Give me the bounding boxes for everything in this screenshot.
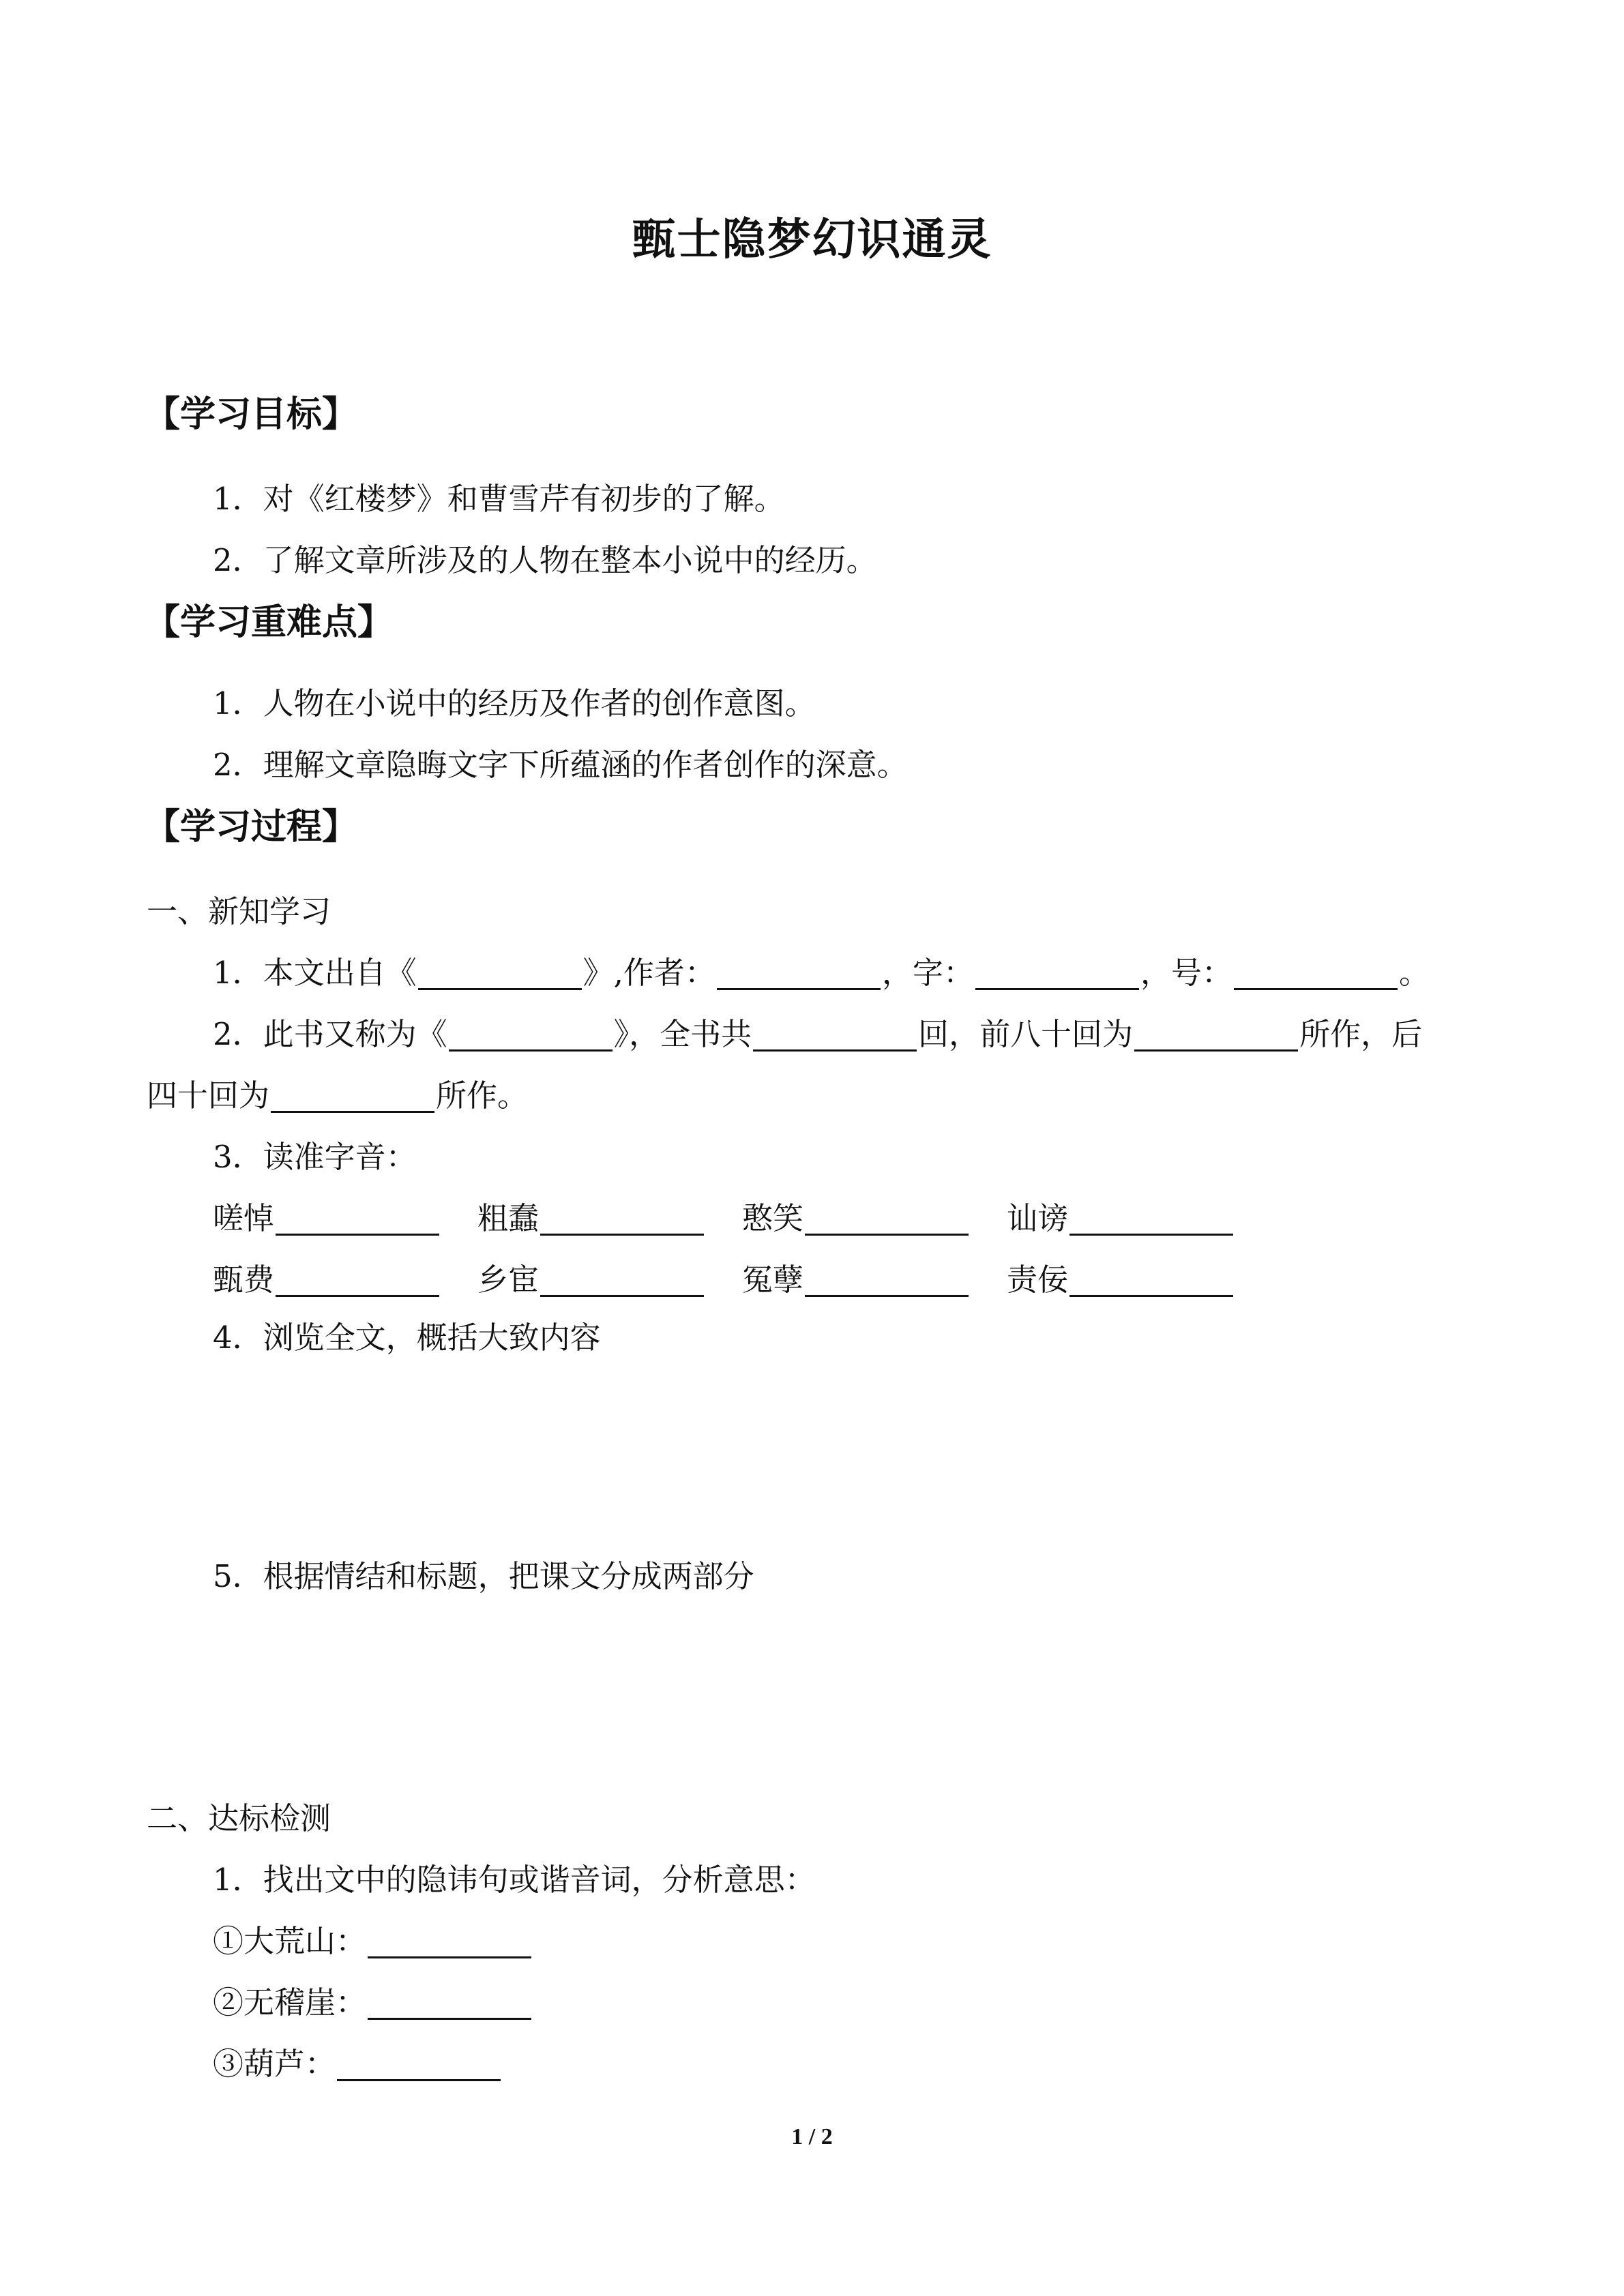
fill-blank[interactable] — [271, 1077, 434, 1113]
q1-text-c: ，字： — [881, 955, 974, 991]
part1-title: 一、新知学习 — [147, 893, 331, 929]
key-point-item-2: 2．理解文章隐晦文字下所蕴涵的作者创作的深意。 — [213, 747, 908, 783]
fill-blank[interactable] — [540, 1261, 704, 1297]
fill-blank[interactable] — [805, 1261, 969, 1297]
q1-text-e: 。 — [1398, 955, 1430, 991]
q1-text-b: 》,作者： — [582, 955, 715, 991]
pinyin-word: 粗蠢 — [477, 1193, 705, 1238]
pinyin-word: 嗟悼 — [213, 1193, 441, 1238]
q2-text-a: 2．此书又称为《 — [213, 1016, 447, 1052]
fill-blank[interactable] — [753, 1015, 917, 1052]
question-3: 3．读准字音： — [213, 1139, 417, 1175]
fill-blank[interactable] — [1069, 1199, 1233, 1236]
q1-text-a: 1．本文出自《 — [213, 955, 417, 991]
q2-text-c: 回，前八十回为 — [918, 1016, 1134, 1052]
fill-blank[interactable] — [1069, 1261, 1233, 1297]
section-heading-key-points: 【学习重难点】 — [145, 602, 394, 643]
hidden-word-item: ③葫芦： — [213, 2039, 502, 2083]
pinyin-word: 讪谤 — [1007, 1193, 1235, 1238]
hidden-word-item: ②无稽崖： — [213, 1978, 533, 2022]
page-number: 1 / 2 — [791, 2124, 833, 2149]
fill-blank[interactable] — [1134, 1015, 1298, 1052]
goal-item-2: 2．了解文章所涉及的人物在整本小说中的经历。 — [213, 542, 877, 578]
fill-blank[interactable] — [337, 2045, 501, 2081]
q2-text-f: 所作。 — [436, 1077, 529, 1114]
section-heading-process: 【学习过程】 — [145, 807, 358, 848]
fill-blank[interactable] — [449, 1015, 612, 1052]
fill-blank[interactable] — [540, 1199, 704, 1236]
question-4: 4．浏览全文，概括大致内容 — [213, 1320, 601, 1356]
question-5: 5．根据情结和标题，把课文分成两部分 — [213, 1558, 754, 1594]
pinyin-word: 乡宦 — [477, 1255, 705, 1299]
fill-blank[interactable] — [1234, 954, 1398, 990]
fill-blank[interactable] — [368, 1922, 531, 1958]
fill-blank[interactable] — [368, 1984, 531, 2020]
section-heading-goals: 【学习目标】 — [145, 394, 358, 435]
question-2-cont — [147, 1071, 528, 1115]
fill-blank[interactable] — [805, 1199, 969, 1236]
q2-text-e: 四十回为 — [147, 1077, 270, 1114]
pinyin-word: 甄费 — [213, 1255, 441, 1299]
part2-question-1: 1．找出文中的隐讳句或谐音词，分析意思： — [213, 1862, 816, 1898]
q1-text-d: ，号： — [1140, 955, 1232, 991]
fill-blank[interactable] — [276, 1199, 439, 1236]
goal-item-1: 1．对《红楼梦》和曹雪芹有初步的了解。 — [213, 481, 785, 517]
fill-blank[interactable] — [276, 1261, 439, 1297]
pinyin-word: 责佞 — [1007, 1255, 1235, 1299]
question-1 — [213, 948, 1430, 992]
fill-blank[interactable] — [975, 954, 1139, 990]
fill-blank[interactable] — [418, 954, 582, 990]
question-2 — [213, 1009, 1422, 1054]
key-point-item-1: 1．人物在小说中的经历及作者的创作意图。 — [213, 685, 816, 721]
fill-blank[interactable] — [717, 954, 881, 990]
page-title: 甄士隐梦幻识通灵 — [632, 215, 992, 265]
hidden-word-item: ①大荒山： — [213, 1916, 533, 1960]
q2-text-b: 》，全书共 — [613, 1016, 752, 1052]
pinyin-word: 冤孽 — [742, 1255, 970, 1299]
part2-title: 二、达标检测 — [147, 1800, 331, 1836]
q2-text-d: 所作，后 — [1299, 1016, 1423, 1052]
pinyin-word: 憨笑 — [742, 1193, 970, 1238]
